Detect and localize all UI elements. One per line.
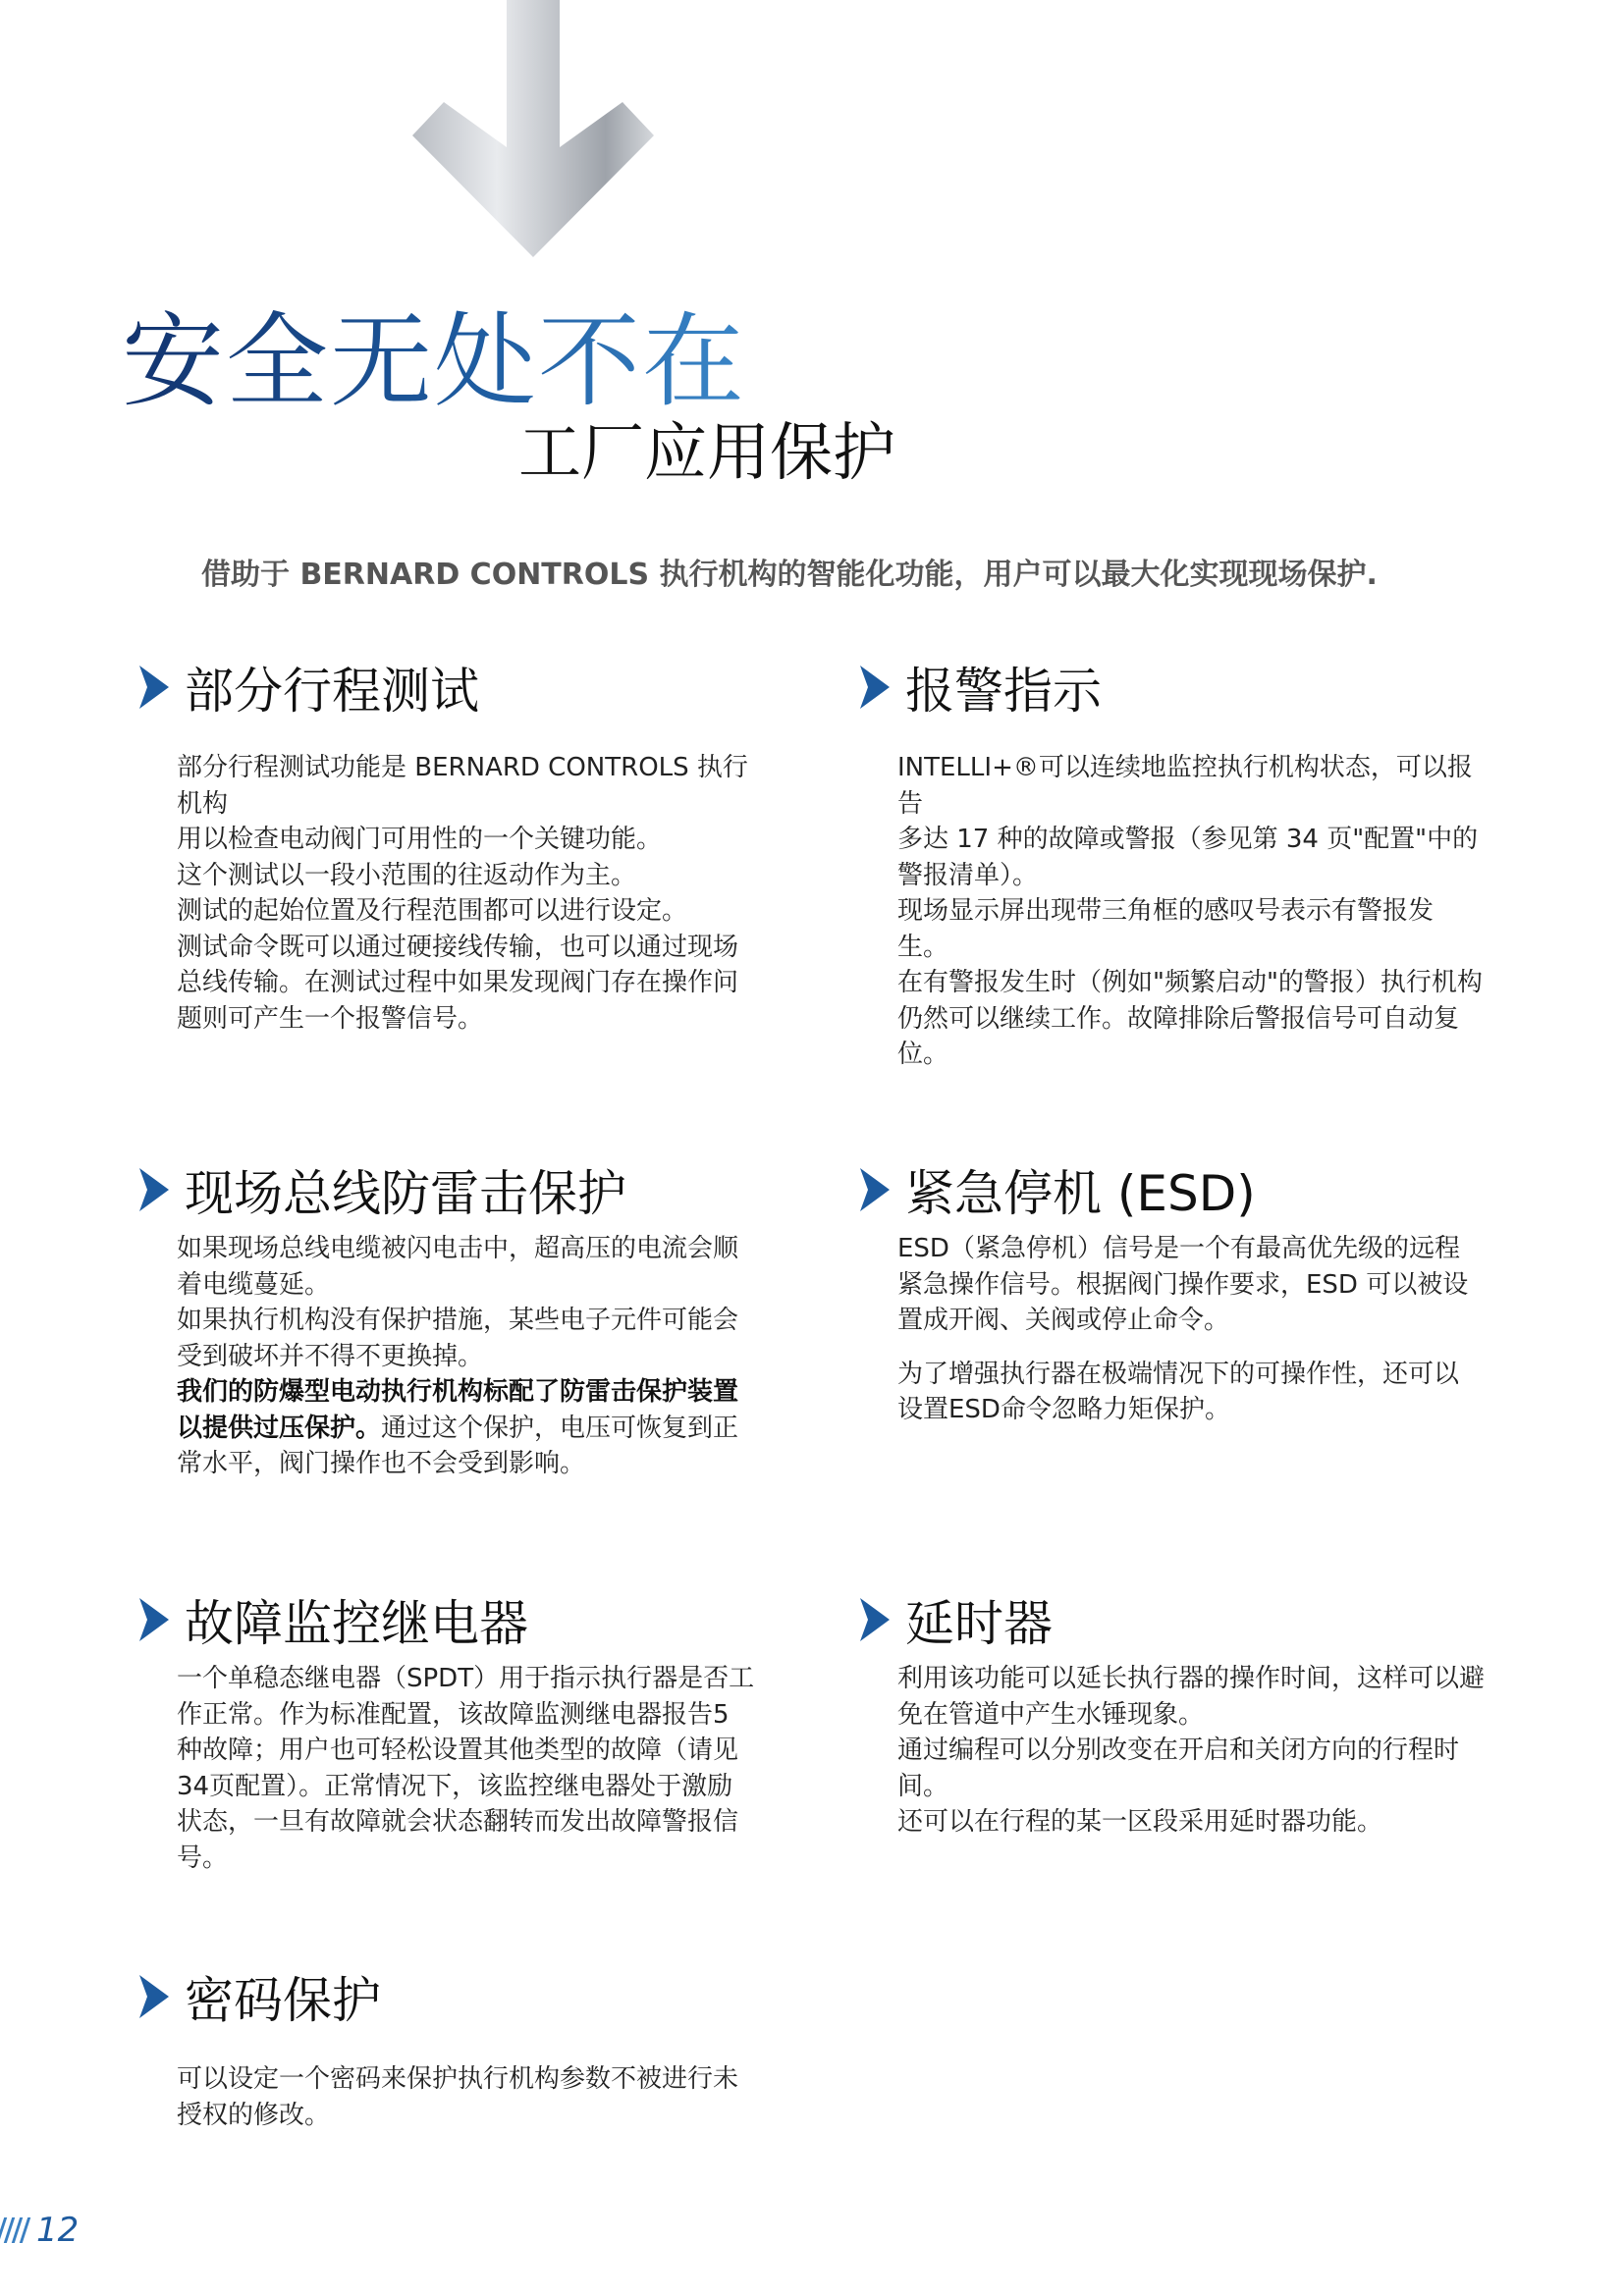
body-line-mixed: [177, 1411, 764, 1447]
section-heading: [135, 1961, 764, 2032]
body-line: 设置ESD命令忽略力矩保护。: [897, 1395, 1230, 1424]
section-title: 延时器: [905, 1595, 1053, 1652]
intro-text: 借助于 BERNARD CONTROLS 执行机构的智能化功能，用户可以最大化实现现场保护.: [201, 558, 1378, 592]
body-line: 部分行程测试功能是 BERNARD CONTROLS 执行机构: [177, 753, 748, 819]
section-body: [897, 1231, 1485, 1428]
body-line: 34页配置）。正常情况下，该监控继电器处于激励: [177, 1771, 733, 1801]
body-line: 利用该功能可以延长执行器的操作时间，这样可以避: [897, 1664, 1486, 1693]
section-lightning-protection: [135, 1154, 764, 1482]
body-line-bold: 我们的防爆型电动执行机构标配了防雷击保护装置: [177, 1377, 739, 1407]
section-partial-stroke-test: [135, 652, 764, 1037]
page-title: 安全无处不在: [122, 301, 747, 421]
section-body: [897, 750, 1485, 1073]
section-title: 紧急停机 (ESD): [905, 1165, 1256, 1222]
body-line: 为了增强执行器在极端情况下的可操作性，还可以: [897, 1359, 1460, 1389]
body-line: 可以设定一个密码来保护执行机构参数不被进行未: [177, 2064, 739, 2094]
body-line: 测试命令既可以通过硬接线传输，也可以通过现场: [177, 932, 739, 962]
section-heading: [135, 1584, 764, 1655]
section-heading: [856, 1584, 1485, 1655]
body-line: 如果现场总线电缆被闪电击中，超高压的电流会顺: [177, 1234, 739, 1263]
down-arrow-graphic: [401, 0, 666, 270]
body-line: 生。: [897, 932, 949, 962]
section-heading: [135, 652, 764, 722]
plain-phrase: 通过这个保护，电压可恢复到正: [381, 1413, 739, 1443]
body-line: 间。: [897, 1771, 949, 1801]
chevron-right-icon: [135, 1166, 171, 1213]
page-number: 12: [36, 2211, 80, 2250]
bold-phrase: 以提供过压保护。: [177, 1413, 382, 1443]
body-line: 紧急操作信号。根据阀门操作要求，ESD 可以被设: [897, 1269, 1469, 1300]
section-title: 报警指示: [905, 663, 1102, 720]
section-alarm-indication: [856, 652, 1485, 1073]
body-line: 这个测试以一段小范围的往返动作为主。: [177, 860, 637, 890]
section-heading: [856, 652, 1485, 722]
body-line: 多达 17 种的故障或警报（参见第 34 页"配置"中的: [897, 825, 1479, 854]
section-title: 现场总线防雷击保护: [185, 1165, 626, 1222]
chevron-right-icon: [135, 1973, 171, 2020]
body-line: 受到破坏并不得不更换掉。: [177, 1341, 484, 1371]
body-line: 如果执行机构没有保护措施，某些电子元件可能会: [177, 1306, 739, 1335]
section-title: 故障监控继电器: [185, 1595, 528, 1652]
section-body: [177, 1231, 764, 1482]
section-heading: [135, 1154, 764, 1225]
chevron-right-icon: [135, 1596, 171, 1643]
body-line: 题则可产生一个报警信号。: [177, 1003, 484, 1034]
body-line: 免在管道中产生水锤现象。: [897, 1699, 1205, 1730]
body-line: 还可以在行程的某一区段采用延时器功能。: [897, 1807, 1383, 1837]
section-body: [897, 1661, 1485, 1841]
chevron-right-icon: [856, 664, 892, 711]
body-line: 仍然可以继续工作。故障排除后警报信号可自动复: [897, 1003, 1460, 1034]
body-line: 作正常。作为标准配置，该故障监测继电器报告5: [177, 1699, 730, 1730]
page-footer: [0, 2211, 79, 2250]
body-line: 测试的起始位置及行程范围都可以进行设定。: [177, 896, 688, 926]
body-line: INTELLI+®可以连续地监控执行机构状态，可以报告: [897, 753, 1473, 819]
body-line: 一个单稳态继电器（SPDT）用于指示执行器是否工: [177, 1664, 755, 1693]
section-title: 部分行程测试: [185, 663, 479, 720]
chevron-right-icon: [135, 664, 171, 711]
section-body: [177, 750, 764, 1037]
section-heading: [856, 1154, 1485, 1225]
section-body: [177, 2061, 764, 2133]
page-subtitle: 工厂应用保护: [518, 417, 895, 490]
body-line: 授权的修改。: [177, 2100, 331, 2130]
body-line: 种故障；用户也可轻松设置其他类型的故障（请见: [177, 1735, 739, 1765]
chevron-right-icon: [856, 1596, 892, 1643]
body-line: 用以检查电动阀门可用性的一个关键功能。: [177, 825, 663, 854]
body-line: ESD（紧急停机）信号是一个有最高优先级的远程: [897, 1234, 1460, 1263]
body-line: 位。: [897, 1040, 949, 1069]
section-timer: [856, 1584, 1485, 1841]
body-line: 在有警报发生时（例如"频繁启动"的警报）执行机构: [897, 968, 1483, 997]
section-password-protection: [135, 1961, 764, 2133]
body-line: 通过编程可以分别改变在开启和关闭方向的行程时: [897, 1735, 1460, 1765]
body-line: 警报清单）。: [897, 860, 1039, 890]
section-fault-relay: [135, 1584, 764, 1876]
body-line: 号。: [177, 1842, 229, 1873]
body-line: 现场显示屏出现带三角框的感叹号表示有警报发: [897, 896, 1435, 926]
section-emergency-shutdown: [856, 1154, 1485, 1428]
footer-slashes-decoration: [0, 2217, 27, 2243]
body-line: 常水平，阀门操作也不会受到影响。: [177, 1449, 586, 1478]
body-line: 状态，一旦有故障就会状态翻转而发出故障警报信: [177, 1807, 739, 1837]
body-line: 置成开阀、关阀或停止命令。: [897, 1306, 1230, 1335]
chevron-right-icon: [856, 1166, 892, 1213]
body-line: 着电缆蔓延。: [177, 1269, 331, 1300]
section-body: [177, 1661, 764, 1876]
section-title: 密码保护: [185, 1972, 381, 2029]
body-line: 总线传输。在测试过程中如果发现阀门存在操作问: [177, 968, 739, 997]
